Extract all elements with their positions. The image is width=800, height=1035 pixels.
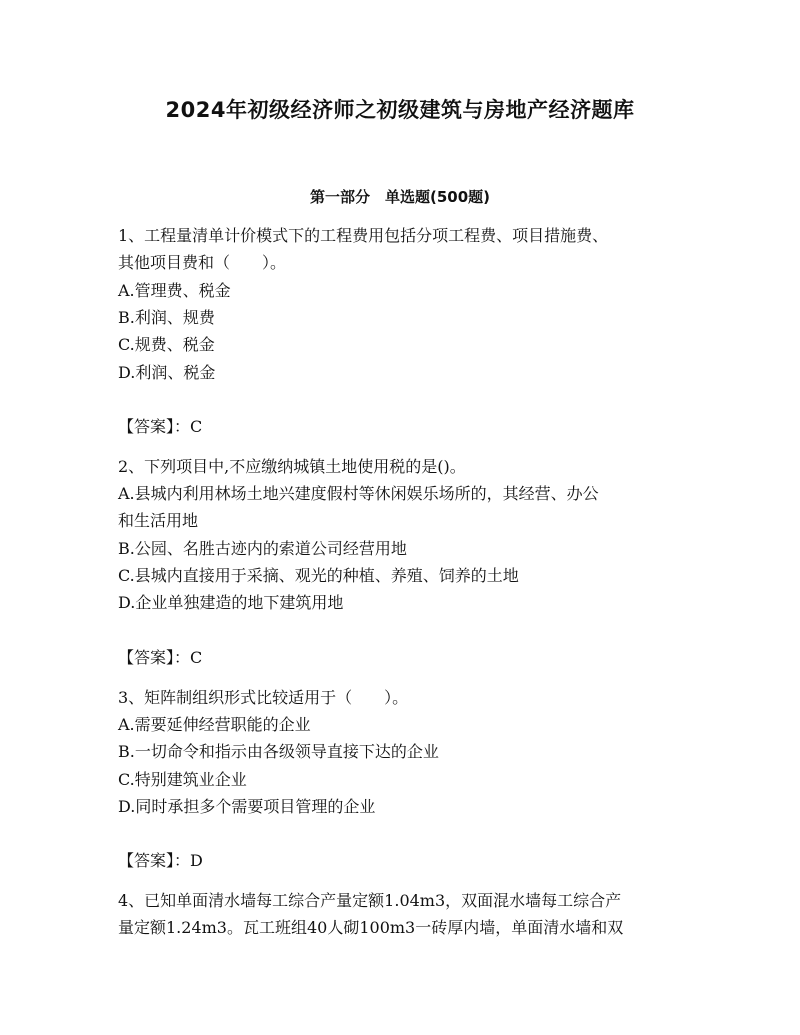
question-1-option-b: B.利润、规费 bbox=[118, 308, 215, 327]
section-heading: 第一部分 单选题(500题) bbox=[309, 188, 491, 206]
question-3-answer: 【答案】：D bbox=[118, 851, 203, 870]
question-1-stem-line-2: 其他项目费和（ ）。 bbox=[118, 253, 287, 272]
question-3-option-d: D.同时承担多个需要项目管理的企业 bbox=[118, 797, 376, 816]
question-2-option-a-line-1: A.县城内利用林场土地兴建度假村等休闲娱乐场所的，其经营、办公 bbox=[118, 484, 599, 503]
question-4-stem-line-2: 量定额1.24m3。瓦工班组40人砌100m3一砖厚内墙，单面清水墙和双 bbox=[118, 918, 624, 937]
question-3-option-b: B.一切命令和指示由各级领导直接下达的企业 bbox=[118, 742, 439, 761]
question-1-option-d: D.利润、税金 bbox=[118, 363, 216, 382]
question-4-stem-line-1: 4、已知单面清水墙每工综合产量定额1.04m3，双面混水墙每工综合产 bbox=[118, 891, 622, 910]
document-title: 2024年初级经济师之初级建筑与房地产经济题库 bbox=[165, 98, 635, 122]
question-1-option-c: C.规费、税金 bbox=[118, 335, 215, 354]
question-2-answer: 【答案】：C bbox=[118, 648, 203, 667]
question-3-option-c: C.特别建筑业企业 bbox=[118, 770, 247, 789]
question-2-option-a-line-2: 和生活用地 bbox=[118, 511, 199, 530]
question-3-stem-line-1: 3、矩阵制组织形式比较适用于（ ）。 bbox=[118, 688, 409, 707]
question-1-option-a: A.管理费、税金 bbox=[118, 281, 231, 300]
question-2-option-b: B.公园、名胜古迹内的索道公司经营用地 bbox=[118, 539, 407, 558]
question-2-option-c: C.县城内直接用于采摘、观光的种植、养殖、饲养的土地 bbox=[118, 566, 519, 585]
question-1-stem-line-1: 1、工程量清单计价模式下的工程费用包括分项工程费、项目措施费、 bbox=[118, 226, 609, 245]
question-3-option-a: A.需要延伸经营职能的企业 bbox=[118, 715, 311, 734]
question-2-stem-line-1: 2、下列项目中,不应缴纳城镇土地使用税的是()。 bbox=[118, 457, 466, 476]
question-1-answer: 【答案】：C bbox=[118, 417, 203, 436]
question-2-option-d: D.企业单独建造的地下建筑用地 bbox=[118, 593, 344, 612]
